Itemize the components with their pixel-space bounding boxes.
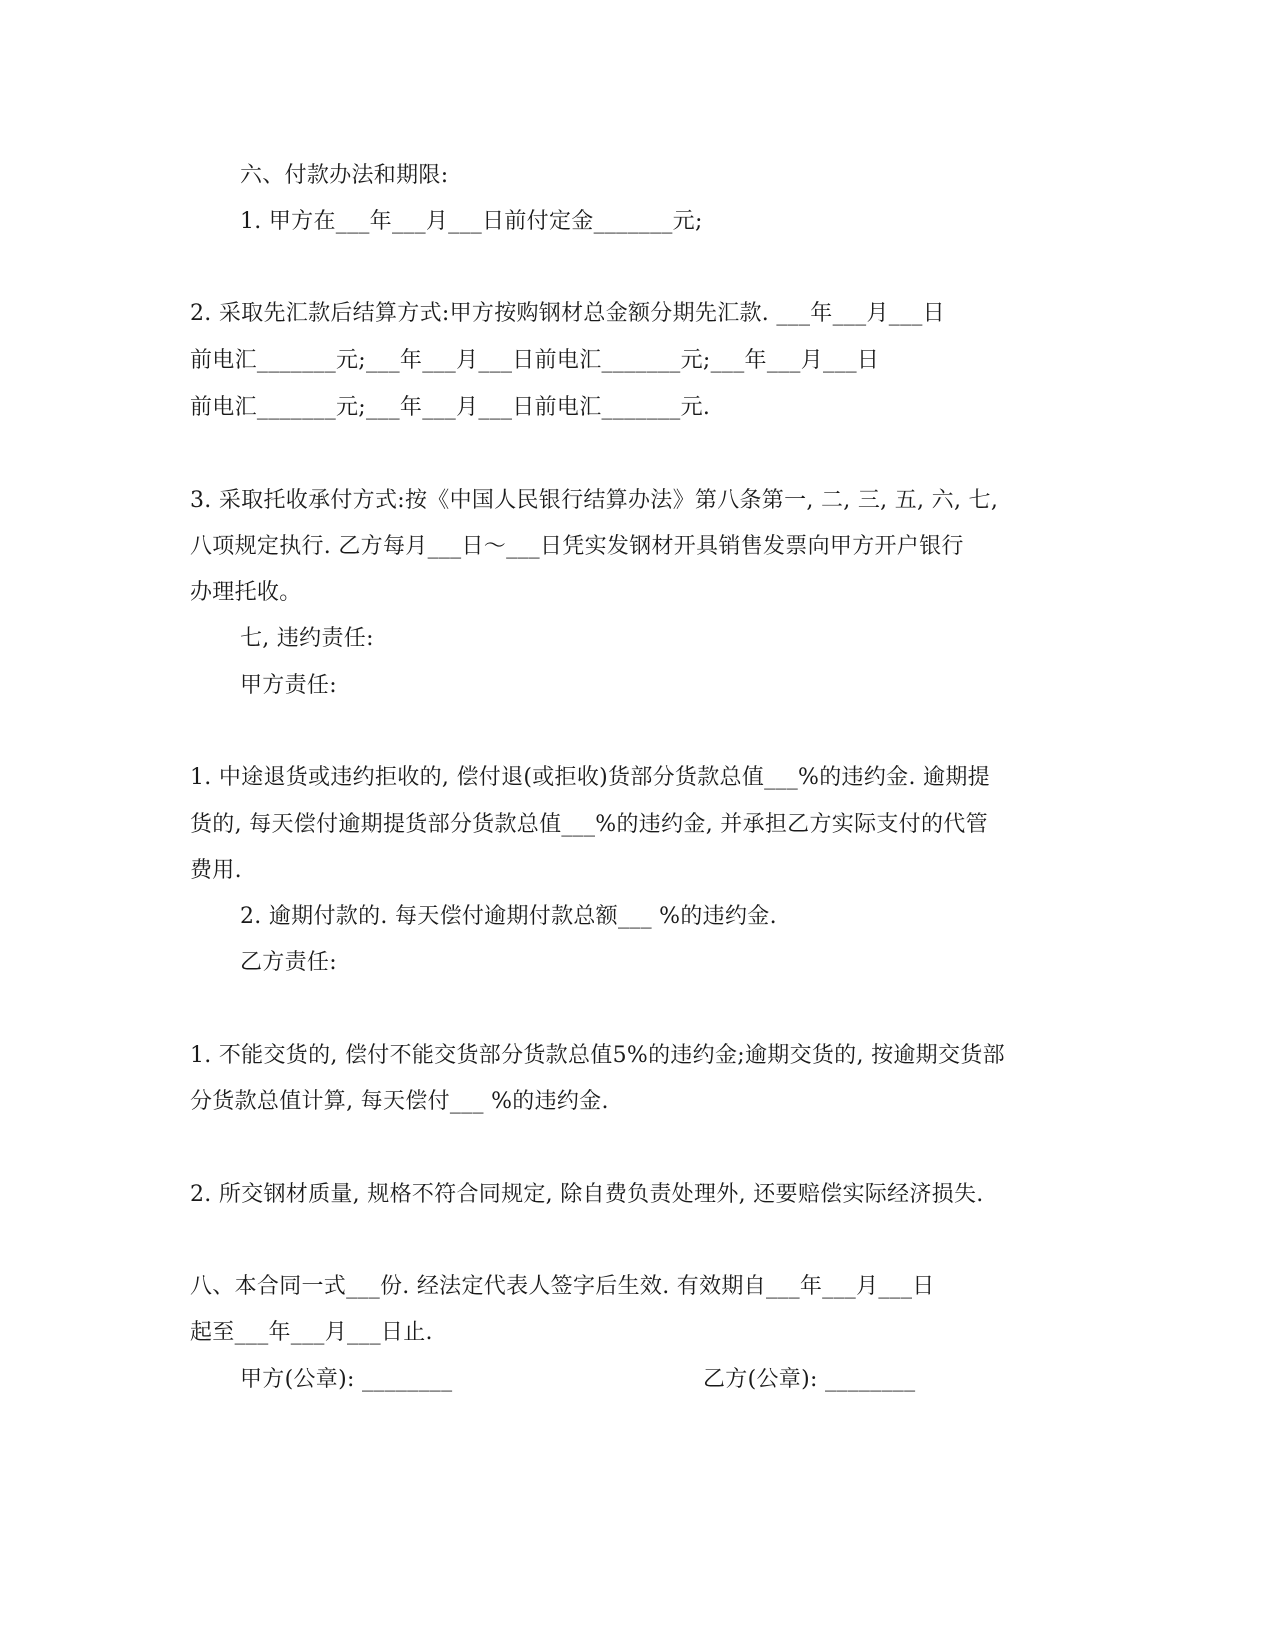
section-6-item-2-line-1: 2. 采取先汇款后结算方式:甲方按购钢材总金额分期先汇款. ___年___月___日 — [190, 301, 945, 326]
party-a-item-2: 2. 逾期付款的. 每天偿付逾期付款总额___ %的违约金. — [240, 904, 777, 929]
section-6-title: 六、付款办法和期限: — [240, 163, 449, 188]
section-6-item-2-line-2: 前电汇_______元;___年___月___日前电汇_______元;___年___月___日 — [190, 348, 880, 373]
signature-party-b: 乙方(公章): ________ — [703, 1367, 916, 1392]
party-a-liability-title: 甲方责任: — [240, 673, 337, 698]
party-a-item-1-line-1: 1. 中途退货或违约拒收的, 偿付退(或拒收)货部分货款总值___%的违约金. 逾期提 — [190, 765, 990, 790]
party-b-liability-title: 乙方责任: — [240, 950, 337, 975]
party-a-item-1-line-2: 货的, 每天偿付逾期提货部分货款总值___%的违约金, 并承担乙方实际支付的代管 — [190, 812, 988, 837]
section-6-item-3-line-1: 3. 采取托收承付方式:按《中国人民银行结算办法》第八条第一, 二, 三, 五, 六, 七, — [190, 488, 999, 513]
section-8-line-1: 八、本合同一式___份. 经法定代表人签字后生效. 有效期自___年___月___日 — [190, 1274, 935, 1299]
section-6-item-2-line-3: 前电汇_______元;___年___月___日前电汇_______元. — [190, 395, 711, 420]
section-6-item-3-line-2: 八项规定执行. 乙方每月___日～___日凭实发钢材开具销售发票向甲方开户银行 — [190, 534, 964, 559]
party-b-item-1-line-2: 分货款总值计算, 每天偿付___ %的违约金. — [190, 1089, 609, 1114]
section-6-item-3-line-3: 办理托收。 — [190, 580, 302, 605]
party-a-item-1-line-3: 费用. — [190, 858, 242, 883]
section-6-item-1: 1. 甲方在___年___月___日前付定金_______元; — [240, 209, 703, 234]
section-7-title: 七, 违约责任: — [240, 626, 374, 651]
signature-party-a: 甲方(公章): ________ — [240, 1367, 453, 1392]
party-b-item-2: 2. 所交钢材质量, 规格不符合同规定, 除自费负责处理外, 还要赔偿实际经济损失. — [190, 1182, 984, 1207]
section-8-line-2: 起至___年___月___日止. — [190, 1320, 433, 1345]
party-b-item-1-line-1: 1. 不能交货的, 偿付不能交货部分货款总值5%的违约金;逾期交货的, 按逾期交货部 — [190, 1043, 1005, 1068]
